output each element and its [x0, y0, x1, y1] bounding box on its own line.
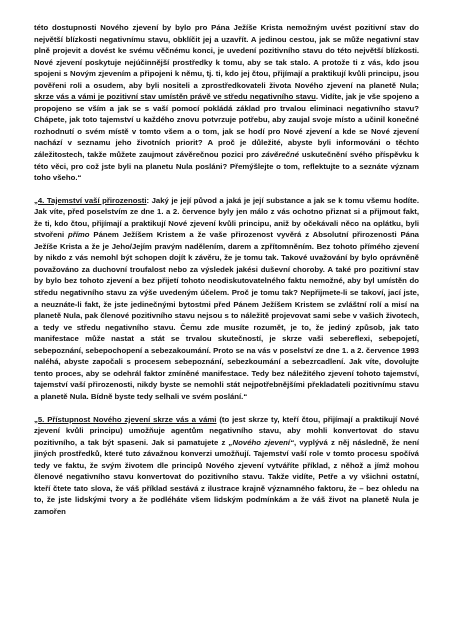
- text-run: (to jest skrze ty, kteří čtou, přijímají a praktikují Nové zjevení kvůli principu) umožňuje agentům negativního stavu, aby mohli konvertovat do stavu pozitivního, a tak být spaseni. Jak si pamatujete z: [34, 414, 419, 447]
- section-heading-5: „5. Přístupnost Nového zjevení skrze vás a vámi: [34, 414, 217, 424]
- paragraph-gap: [34, 403, 419, 414]
- text-run: Pánem Ježíšem Kristem a že vaše přirozenost vyvěrá z Absolutní přirozenosti Pána Ježíše Krista a že je Jeho/Jejím pravým nadělením, darem a zpřítomněním. Bez tohoto přímého zjevení by nikdo z vás nemohl být schopen dojít k závěru, že je tomu tak. Takové uvažování by bylo oprávněně považováno za duchovní troufalost nebo za výsledek jakési duševní choroby. A také pro pozitivní stav by bylo bez tohoto zjevení a bez přijetí tohoto neodiskutovatelného faktu nemožné, aby byl umístěn do středu negativního stavu za výše uvedeným účelem. Proč je tomu tak? Nepřijmete-li se takoví, jací jste, a neuznáte-li fakt, že jste jedinečnými bytostmi před Pánem Ježíšem Kristem se zvláštní rolí a misí na planetě Nula, pak členové pozitivního stavu nejsou s to náležitě projevovat sami sebe v vašich životech, a tedy ve středu negativního stavu. Čemu zde musíte rozumět, je to, že jediný způsob, jak tato manifestace může nastat a stát se trvalou skutečností, je skrze vaši sebereflexi, sebepojetí, sebepoznání, sebepochopení a sebezakoumání. Proto se na vás v poselství ze dne 1. a 2. července 1993 naléhá, abyste započali s procesem sebepoznání, sebezkoumání a sebezrcadlení. Jak víte, dovolujte tento proces, aby se odehrál faktor zmíněné manifestace. Tedy bez náležitého zjevení tohoto tajemství, tajemství vaší přirozenosti, nikdy byste se nemohli stát nejpotřebnějšími překladateli pozitivnímu stavu a planetě Nula. Bídně byste tedy selhali ve svém poslání.“: [34, 230, 419, 401]
- section-heading-4: „4. Tajemství vaší přirozenosti: [34, 195, 147, 205]
- text-run: , vyplývá z něj následně, že není jiných prostředků, které tuto závažnou konverzi umožňují. Tajemství vaší role v tomto procesu spočívá tedy ve faktu, že svým životem dle principů Nového zjevení vytváříte příklad, z něhož a jímž mohou členové negativního stavu konvertovat do pozitivního stavu. Takže vidíte, Petře a vy všichni ostatní, kteří čtete tato slova, že váš příklad sestává z ilustrace krajně významného faktoru, že – bez ohledu na to, že jste lidskými tvory a že podléháte všem lidským podmínkám a že váš život na planetě Nula je zamořen: [34, 437, 420, 516]
- text-run: . Vidíte, jak je vše spojeno a propojeno se vším a jak se s vaší pomocí pokládá základ pro trvalou eliminaci negativního stavu? Chápete, jak toto tajemství u každého znovu potvrzuje potřebu, aby zaujal svoje místo a učinil konečné rozhodnutí o svém místě v tomto všem a o tom, jak se hodí pro Nové zjevení a kde se Nové zjevení nachází v seznamu jeho životních priorit? A proč je důležité, abyste byli informováni o těchto záležitostech, takže můžete zaujmout závěrečnou pozici pro: [34, 92, 420, 160]
- italic-word: přímo: [68, 230, 90, 240]
- paragraph-mystery-4: [34, 195, 419, 403]
- paragraph-continuation: [34, 22, 419, 184]
- paragraph-mystery-5: [34, 414, 419, 518]
- text-run: této dostupnosti Nového zjevení by bylo pro Pána Ježíše Krista nemožným uvést pozitivní stav do největší blízkosti negativnímu stavu, obklíčit jej a uzavřít. A jedinou cestou, jak se může negativní stav plně projevit a dovést ke svému věčnému konci, je uvedení pozitivního stavu do této největší blízkosti. Nové zjevení poskytuje nejúčinnější prostředky k tomu, aby se tak stalo. A protože ti z vás, kdo jsou spojeni s Novým zjevením a připojeni k němu, tj. ti, kdo jej čtou, přijímají a praktikují kvůli principu, jsou pověřeni roli a osudem, aby byli nositeli a zprostředkovateli života Nového zjevení na planetě Nula;: [34, 23, 419, 90]
- text-run: uskutečnění svého příspěvku k této věci, pro což jste byli na planetu Nula posláni? Přemýšlejte o tom, reflektujte to a seznáte význam toho všeho.“: [34, 150, 419, 183]
- paragraph-gap: [34, 184, 419, 195]
- document-body: [34, 22, 419, 517]
- underlined-statement: skrze vás a vámi je pozitivní stav umístěn právě ve středu negativního stavu: [34, 92, 316, 102]
- italic-word: závěrečné: [261, 150, 300, 160]
- text-run: : Jaký je její původ a jaká je její substance a jak se k tomu všemu hodíte. Jak víte, před poselstvím ze dne 1. a 2. července byly jen málo z vás ochotno přiznat si a přijmout fakt, že ti, kdo čtou, přijímají a praktikují Nové zjevení kvůli principu, aniž by očekávali něco na oplátku, byli stvořeni: [34, 195, 419, 240]
- italic-title: „Nového zjevení“: [228, 437, 294, 447]
